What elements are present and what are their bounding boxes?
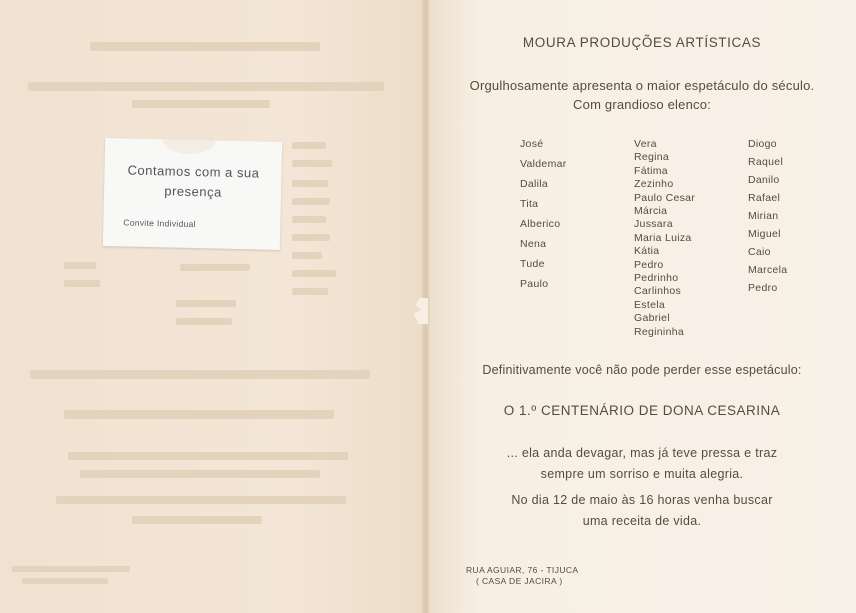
quote-line1: ... ela anda devagar, mas já teve pressa e traz <box>506 446 778 460</box>
cast-name: Danilo <box>748 174 780 186</box>
ghost-text <box>22 578 108 584</box>
never-miss-text: Definitivamente você não pode perder esse espetáculo: <box>482 363 802 377</box>
ghost-text <box>292 252 322 259</box>
cast-name: Paulo <box>520 278 549 290</box>
cast-name: Paulo Cesar <box>634 191 696 204</box>
quote <box>428 443 856 485</box>
card-slot <box>163 127 216 154</box>
ghost-text <box>292 270 336 277</box>
ghost-text <box>292 142 326 149</box>
show-title: O 1.º CENTENÁRIO DE DONA CESARINA <box>503 403 781 418</box>
cast-name: Jussara <box>634 218 673 231</box>
ghost-text <box>132 100 270 108</box>
card-message <box>118 160 269 203</box>
ghost-text <box>64 262 96 269</box>
ghost-text <box>28 82 384 91</box>
card-label: Convite Individual <box>123 217 196 230</box>
cast-name: Zezinho <box>634 178 674 191</box>
cast-name: Márcia <box>634 205 668 217</box>
invitation-card <box>103 138 282 250</box>
ghost-text <box>292 180 328 187</box>
intro-line1: Orgulhosamente apresenta o maior espetáculo do século. <box>469 78 815 93</box>
cast-name: Dalila <box>520 178 549 190</box>
cast-name: Tude <box>520 258 545 270</box>
cast-name: Nena <box>520 238 547 250</box>
address-venue: ( CASA DE JACIRA ) <box>476 576 563 586</box>
cast-name: Diogo <box>748 138 777 150</box>
ghost-text <box>80 470 320 478</box>
cast-name: Kátia <box>634 245 660 258</box>
quote-line2: sempre um sorriso e muita alegria. <box>540 467 744 481</box>
ghost-text <box>68 452 348 460</box>
cast-name: Marcela <box>748 264 788 276</box>
ghost-text <box>64 410 334 419</box>
cast-name: Regininha <box>634 325 684 338</box>
company-name: MOURA PRODUÇÕES ARTÍSTICAS <box>522 35 762 50</box>
ghost-text <box>90 42 320 51</box>
ghost-text <box>56 496 346 504</box>
ghost-text <box>30 370 370 379</box>
address <box>466 565 579 587</box>
card-message-line1: Contamos com a sua <box>127 162 260 181</box>
cast-name: Raquel <box>748 156 784 168</box>
ghost-text <box>180 264 250 271</box>
cast-name: Estela <box>634 298 665 311</box>
cast-name: Mirian <box>748 210 779 222</box>
date-line2: uma receita de vida. <box>582 514 702 528</box>
cast-name: Valdemar <box>520 158 567 170</box>
card-message-line2: presença <box>164 183 222 200</box>
cast-name: Vera <box>634 138 657 150</box>
cast-name: Gabriel <box>634 312 670 325</box>
cast-name: Pedro <box>634 258 664 271</box>
ghost-text <box>292 216 326 223</box>
cast-name: Miguel <box>748 228 781 240</box>
ghost-text <box>12 566 130 572</box>
cast-name: Alberico <box>520 218 561 230</box>
intro-line2: Com grandioso elenco: <box>573 97 711 112</box>
ghost-text <box>64 280 100 287</box>
address-street: RUA AGUIAR, 76 - TIJUCA <box>466 565 579 575</box>
ghost-text <box>292 234 330 241</box>
cast-name: Tita <box>520 198 539 210</box>
cast-name: Pedro <box>748 282 778 294</box>
cast-name: Regina <box>634 151 670 164</box>
ghost-text <box>132 516 262 524</box>
cast-name: Rafael <box>748 192 781 204</box>
cast-name: Carlinhos <box>634 285 682 298</box>
ghost-text <box>176 300 236 307</box>
ghost-text <box>292 288 328 295</box>
cast-name: Pedrinho <box>634 272 679 284</box>
left-page <box>0 0 424 613</box>
event-date <box>428 490 856 532</box>
date-line1: No dia 12 de maio às 16 horas venha buscar <box>511 493 773 507</box>
cast-name: José <box>520 138 544 150</box>
cast-name: Caio <box>748 246 771 258</box>
cast-name: Maria Luiza <box>634 231 692 244</box>
ghost-text <box>292 198 330 205</box>
cast-name: Fátima <box>634 164 668 177</box>
ghost-text <box>292 160 332 167</box>
ghost-text <box>176 318 232 325</box>
intro-text <box>428 76 856 114</box>
